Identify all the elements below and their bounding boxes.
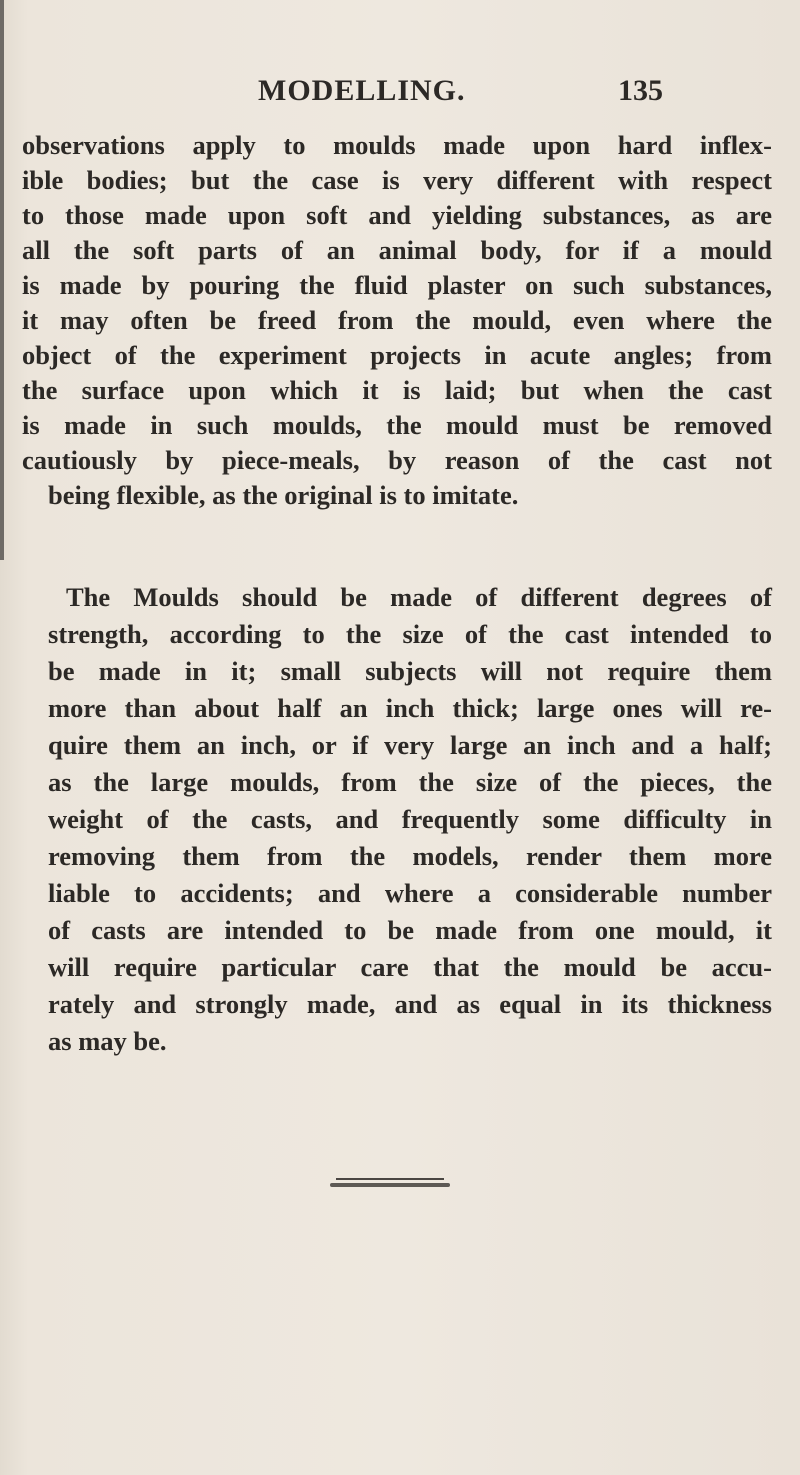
text-line: quire them an inch, or if very large an inch and a half;	[48, 730, 772, 760]
rule-thick-line	[330, 1183, 450, 1187]
text-line: weight of the casts, and frequently some difficulty in	[48, 804, 772, 834]
text-line: is made by pouring the fluid plaster on such substances,	[22, 270, 772, 300]
text-line: all the soft parts of an animal body, for if a mould	[22, 235, 772, 265]
page-number: 135	[618, 74, 663, 107]
text-line: removing them from the models, render them more	[48, 841, 772, 871]
text-line: The Moulds should be made of different degrees of	[66, 582, 772, 612]
text-line: observations apply to moulds made upon hard inflex-	[22, 130, 772, 160]
text-line: it may often be freed from the mould, even where the	[22, 305, 772, 335]
page-header	[0, 74, 800, 124]
text-line: ible bodies; but the case is very different with respect	[22, 165, 772, 195]
text-line: will require particular care that the mould be accu-	[48, 952, 772, 982]
text-line: to those made upon soft and yielding substances, as are	[22, 200, 772, 230]
text-line: strength, according to the size of the cast intended to	[48, 619, 772, 649]
text-line: liable to accidents; and where a considerable number	[48, 878, 772, 908]
text-line: rately and strongly made, and as equal in its thickness	[48, 989, 772, 1019]
text-line: is made in such moulds, the mould must be removed	[22, 410, 772, 440]
text-line: be made in it; small subjects will not require them	[48, 656, 772, 686]
rule-thin-line	[336, 1178, 444, 1180]
text-line: as the large moulds, from the size of the pieces, the	[48, 767, 772, 797]
text-line: being flexible, as the original is to imitate.	[48, 480, 519, 510]
text-line: object of the experiment projects in acute angles; from	[22, 340, 772, 370]
text-line: the surface upon which it is laid; but when the cast	[22, 375, 772, 405]
running-head: MODELLING.	[258, 74, 466, 107]
text-line: as may be.	[48, 1026, 167, 1056]
text-line: cautiously by piece-meals, by reason of the cast not	[22, 445, 772, 475]
end-ornament-rule	[330, 1178, 450, 1190]
text-line: of casts are intended to be made from one mould, it	[48, 915, 772, 945]
text-line: more than about half an inch thick; large ones will re-	[48, 693, 772, 723]
